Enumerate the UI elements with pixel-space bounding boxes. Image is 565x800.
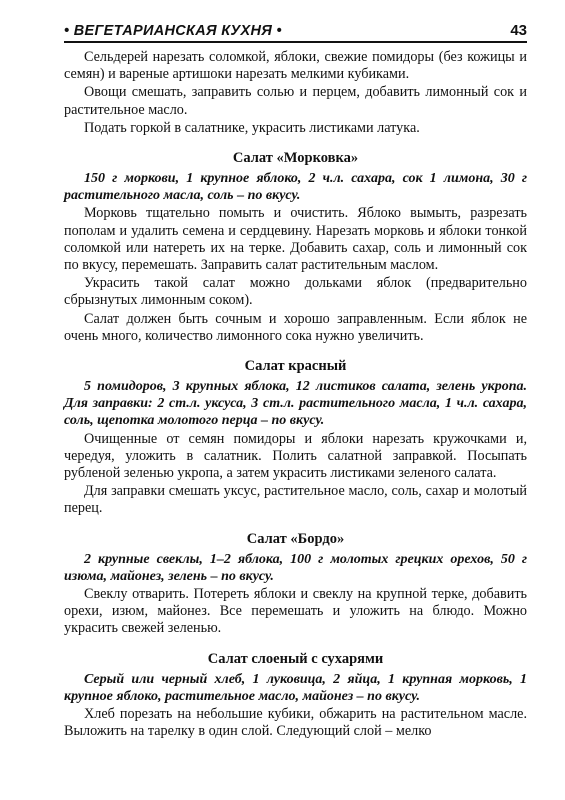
running-title: • ВЕГЕТАРИАНСКАЯ КУХНЯ • <box>64 23 282 39</box>
recipe-ingredients: 150 г моркови, 1 крупное яблоко, 2 ч.л. сахара, сок 1 лимона, 30 г растительного масла, соль – по вкусу. <box>64 171 527 204</box>
recipe-sloeny <box>64 651 527 741</box>
paragraph: Украсить такой салат можно дольками яблок (предварительно сбрызнутых лимонным соком). <box>64 275 527 309</box>
page-header <box>64 22 527 43</box>
page-number: 43 <box>510 22 527 39</box>
paragraph: Для заправки смешать уксус, растительное масло, соль, сахар и молотый перец. <box>64 483 527 517</box>
recipe-morkovka <box>64 150 527 345</box>
intro-section <box>64 49 527 137</box>
recipe-title: Салат слоеный с сухарями <box>207 650 384 667</box>
paragraph: Очищенные от семян помидоры и яблоки нарезать кружочками и, чередуя, уложить в салатник. Полить салатной заправкой. Посыпать рубленой зеленью укропа, а затем украсить листиками зеленого салата. <box>64 430 527 482</box>
paragraph: Овощи смешать, заправить солью и перцем, добавить лимонный сок и растительное масло. <box>64 84 527 118</box>
paragraph: Подать горкой в салатнике, украсить листиками латука. <box>84 119 420 136</box>
paragraph: Хлеб порезать на небольшие кубики, обжарить на растительном масле. Выложить на тарелку в один слой. Следующий слой – мелко <box>64 706 527 740</box>
paragraph: Морковь тщательно помыть и очистить. Яблоко вымыть, разрезать пополам и удалить семена и сердцевину. Нарезать морковь и яблоки тонкой соломкой или натереть их на терке. Добавить сахар, соль и лимонный сок по вкусу, перемешать. Заправить салат растительным маслом. <box>64 205 527 274</box>
recipe-bordo <box>64 531 527 638</box>
recipe-title: Салат «Морковка» <box>232 150 359 167</box>
recipe-ingredients: 2 крупные свеклы, 1–2 яблока, 100 г молотых грецких орехов, 50 г изюма, майонез, зелень – по вкусу. <box>64 551 527 584</box>
recipe-title: Салат красный <box>244 358 347 375</box>
recipe-krasny <box>64 358 527 518</box>
recipe-ingredients: Серый или черный хлеб, 1 луковица, 2 яйца, 1 крупная морковь, 1 крупное яблоко, растительное масло, майонез – по вкусу. <box>64 671 527 704</box>
paragraph: Свеклу отварить. Потереть яблоки и свеклу на крупной терке, добавить орехи, изюм, майонез. Все перемешать и уложить на блюдо. Можно украсить свежей зеленью. <box>64 586 527 637</box>
recipe-title: Салат «Бордо» <box>246 530 345 547</box>
paragraph: Салат должен быть сочным и хорошо заправленным. Если яблок не очень много, количество лимонного сока нужно увеличить. <box>64 310 527 344</box>
paragraph: Сельдерей нарезать соломкой, яблоки, свежие помидоры (без кожицы и семян) и вареные артишоки нарезать мелкими кубиками. <box>64 49 527 83</box>
recipe-ingredients: 5 помидоров, 3 крупных яблока, 12 листиков салата, зелень укропа. Для заправки: 2 ст.л. уксуса, 3 ст.л. растительного масла, 1 ч.л. сахара, соль, щепотка молотого перца – по вкусу. <box>64 379 527 429</box>
